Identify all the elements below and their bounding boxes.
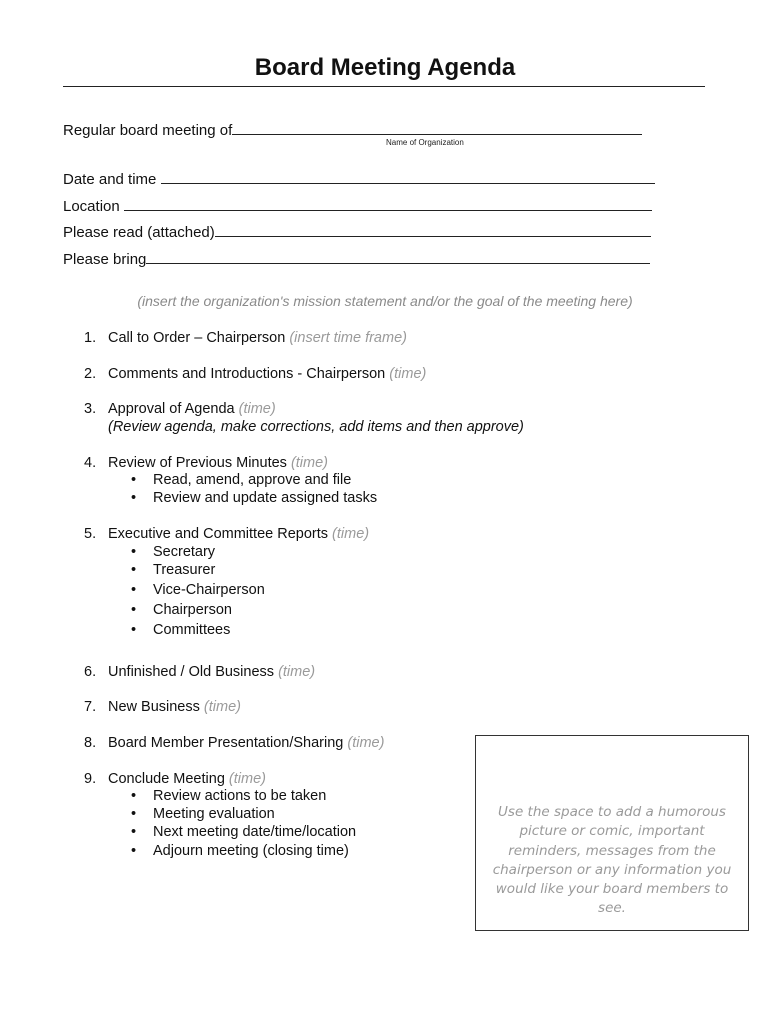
- item-number: 5.: [84, 526, 97, 542]
- item-number: 3.: [84, 401, 97, 417]
- item-label: Review of Previous Minutes: [108, 455, 287, 471]
- bullet-dot: •: [131, 622, 137, 638]
- org-field: [63, 120, 642, 139]
- item-number: 2.: [84, 366, 97, 382]
- time-hint: (time): [389, 366, 427, 382]
- time-hint: (time): [332, 526, 370, 542]
- bullet-dot: •: [131, 824, 137, 840]
- bullet-dot: •: [131, 544, 137, 560]
- item-label: Comments and Introductions - Chairperson: [108, 366, 386, 382]
- item-label: Board Member Presentation/Sharing: [108, 735, 344, 751]
- item-label: Unfinished / Old Business: [108, 664, 275, 680]
- bullet-item: [131, 544, 215, 560]
- read-field-label: Please read (attached): [63, 224, 215, 241]
- bullet-dot: •: [131, 472, 137, 488]
- bullet-dot: •: [131, 602, 137, 618]
- bullet-item: [131, 490, 377, 506]
- read-field: [63, 222, 651, 241]
- bullet-dot: •: [131, 788, 137, 804]
- bullet-item: [131, 602, 232, 618]
- bullet-text: Treasurer: [153, 562, 216, 578]
- agenda-item-6: [84, 664, 315, 680]
- bullet-text: Review and update assigned tasks: [153, 490, 378, 506]
- bullet-item: [131, 582, 265, 598]
- time-hint: (time): [290, 455, 329, 471]
- bullet-dot: •: [131, 490, 137, 506]
- time-hint: (time): [278, 664, 316, 680]
- bullet-item: [131, 472, 351, 488]
- time-hint: (time): [203, 699, 241, 715]
- item-number: 9.: [84, 771, 97, 787]
- bullet-text: Chairperson: [153, 602, 232, 618]
- location-blank-line[interactable]: [124, 196, 652, 211]
- note-text: Use the space to add a humorous picture or comic, important reminders, messages from the chairperson or any information you would like your board members to see.: [492, 804, 732, 917]
- item-number: 8.: [84, 735, 97, 751]
- item-label: Conclude Meeting: [108, 771, 225, 787]
- bullet-text: Secretary: [153, 544, 216, 560]
- bullet-item: [131, 806, 275, 822]
- bring-field-label: Please bring: [63, 251, 147, 268]
- bring-blank-line[interactable]: [146, 249, 650, 264]
- item-label: New Business: [108, 699, 200, 715]
- org-field-label: Regular board meeting of: [63, 122, 233, 139]
- item-number: 1.: [84, 330, 97, 346]
- bullet-text: Next meeting date/time/location: [153, 824, 357, 840]
- agenda-item-7: [84, 699, 241, 715]
- page-title: Board Meeting Agenda: [254, 54, 516, 81]
- date-field: [63, 169, 655, 188]
- agenda-item-3: [84, 401, 276, 417]
- item-label: Executive and Committee Reports: [108, 526, 329, 542]
- org-caption: Name of Organization: [386, 138, 464, 147]
- bullet-item: [131, 843, 349, 859]
- mission-statement: (insert the organization's mission statement and/or the goal of the meeting here): [137, 293, 633, 309]
- agenda-item-4: [84, 455, 328, 471]
- date-field-label: Date and time: [63, 171, 157, 188]
- location-field-label: Location: [63, 198, 120, 215]
- bullet-text: Committees: [153, 622, 231, 638]
- agenda-item-9: [84, 771, 266, 787]
- bullet-item: [131, 622, 230, 638]
- bullet-dot: •: [131, 582, 137, 598]
- date-blank-line[interactable]: [161, 169, 655, 184]
- item-number: 4.: [84, 455, 97, 471]
- item-label: Call to Order – Chairperson: [108, 330, 286, 346]
- read-blank-line[interactable]: [215, 222, 651, 237]
- bullet-dot: •: [131, 806, 137, 822]
- agenda-item-8: [84, 735, 384, 751]
- bullet-item: [131, 562, 215, 578]
- item-number: 6.: [84, 664, 97, 680]
- time-hint: (time): [228, 771, 266, 787]
- item-number: 7.: [84, 699, 97, 715]
- bullet-item: [131, 788, 326, 804]
- bullet-text: Adjourn meeting (closing time): [153, 843, 349, 859]
- bullet-dot: •: [131, 843, 137, 859]
- bullet-dot: •: [131, 562, 137, 578]
- agenda-item-1: [84, 330, 407, 346]
- time-hint: (time): [238, 401, 276, 417]
- agenda-item-5: [84, 526, 369, 542]
- bullet-text: Meeting evaluation: [153, 806, 275, 822]
- title-divider: [63, 86, 705, 87]
- org-blank-line[interactable]: [232, 120, 642, 135]
- bullet-item: [131, 824, 356, 840]
- bullet-text: Vice-Chairperson: [153, 582, 265, 598]
- location-field: [63, 196, 652, 215]
- agenda-item-2: [84, 366, 426, 382]
- item-label: Approval of Agenda: [108, 401, 235, 417]
- agenda-item-3-note: (Review agenda, make corrections, add items and then approve): [108, 419, 524, 435]
- time-hint: (time): [347, 735, 385, 751]
- bullet-text: Review actions to be taken: [153, 788, 327, 804]
- bring-field: [63, 249, 650, 268]
- bullet-text: Read, amend, approve and file: [153, 472, 352, 488]
- time-hint: (insert time frame): [289, 330, 407, 346]
